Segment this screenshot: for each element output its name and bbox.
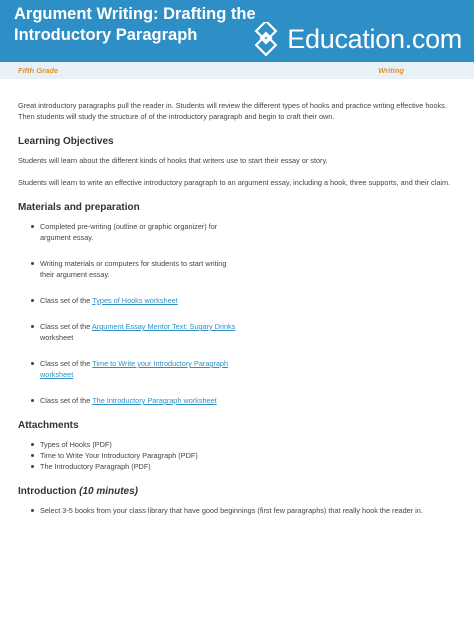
time-to-write-link[interactable]: Time to Write your Introductory Paragraph worksheet bbox=[40, 359, 229, 379]
attachment-types-of-hooks[interactable]: Types of Hooks (PDF) bbox=[18, 439, 456, 450]
materials-list bbox=[18, 221, 456, 406]
attachments-heading: Attachments bbox=[18, 420, 79, 431]
types-of-hooks-link[interactable]: Types of Hooks worksheet bbox=[92, 296, 178, 305]
page-header bbox=[0, 0, 474, 62]
learning-objectives-heading: Learning Objectives bbox=[18, 136, 114, 147]
mentor-text-link[interactable]: Argument Essay Mentor Text: Sugary Drinks bbox=[91, 322, 236, 331]
introduction-duration: (10 minutes) bbox=[79, 486, 139, 497]
subject-label: Writing bbox=[378, 66, 404, 75]
education-com-logo[interactable] bbox=[249, 22, 462, 56]
introductory-paragraph-link[interactable]: The Introductory Paragraph worksheet bbox=[92, 396, 217, 405]
introduction-steps bbox=[18, 505, 456, 516]
lesson-title: Argument Writing: Drafting the Introductory Paragraph bbox=[14, 5, 256, 44]
attachment-introductory-paragraph[interactable]: The Introductory Paragraph (PDF) bbox=[18, 461, 456, 472]
list-item: Class set of the Types of Hooks worksheet bbox=[18, 295, 238, 306]
lesson-description: Great introductory paragraphs pull the reader in. Students will review the different types of hooks and practice writing effective hooks. Then students will study the structure of of the introductory paragraph and begin to craft their own. bbox=[18, 101, 447, 121]
education-logo-icon bbox=[249, 22, 283, 56]
grade-label: Fifth Grade bbox=[18, 66, 59, 75]
brand-name: Education.com bbox=[287, 24, 462, 54]
objective-2: Students will learn to write an effective introductory paragraph to an argument essay, including a hook, three supports, and their claim. bbox=[18, 178, 451, 187]
list-item: Select 3-5 books from your class library that have good beginnings (first few paragraphs) that really hook the reader in. bbox=[18, 505, 474, 516]
list-item: Class set of the Time to Write your Introductory Paragraph worksheet bbox=[18, 358, 238, 380]
list-item: Completed pre-writing (outline or graphic organizer) for argument essay. bbox=[18, 221, 238, 243]
objective-1: Students will learn about the different kinds of hooks that writers use to start their essay or story. bbox=[18, 156, 328, 165]
list-item: Class set of the The Introductory Paragraph worksheet bbox=[18, 395, 238, 406]
lesson-content bbox=[0, 100, 474, 516]
attachments-list bbox=[18, 439, 456, 472]
list-item: Class set of the Argument Essay Mentor Text: Sugary Drinks worksheet bbox=[18, 321, 238, 343]
materials-heading: Materials and preparation bbox=[18, 202, 140, 213]
list-item: Writing materials or computers for students to start writing their argument essay. bbox=[18, 258, 238, 280]
grade-subject-bar bbox=[0, 62, 474, 79]
introduction-heading: Introduction (10 minutes) bbox=[18, 486, 139, 497]
attachment-time-to-write[interactable]: Time to Write Your Introductory Paragraph (PDF) bbox=[18, 450, 456, 461]
